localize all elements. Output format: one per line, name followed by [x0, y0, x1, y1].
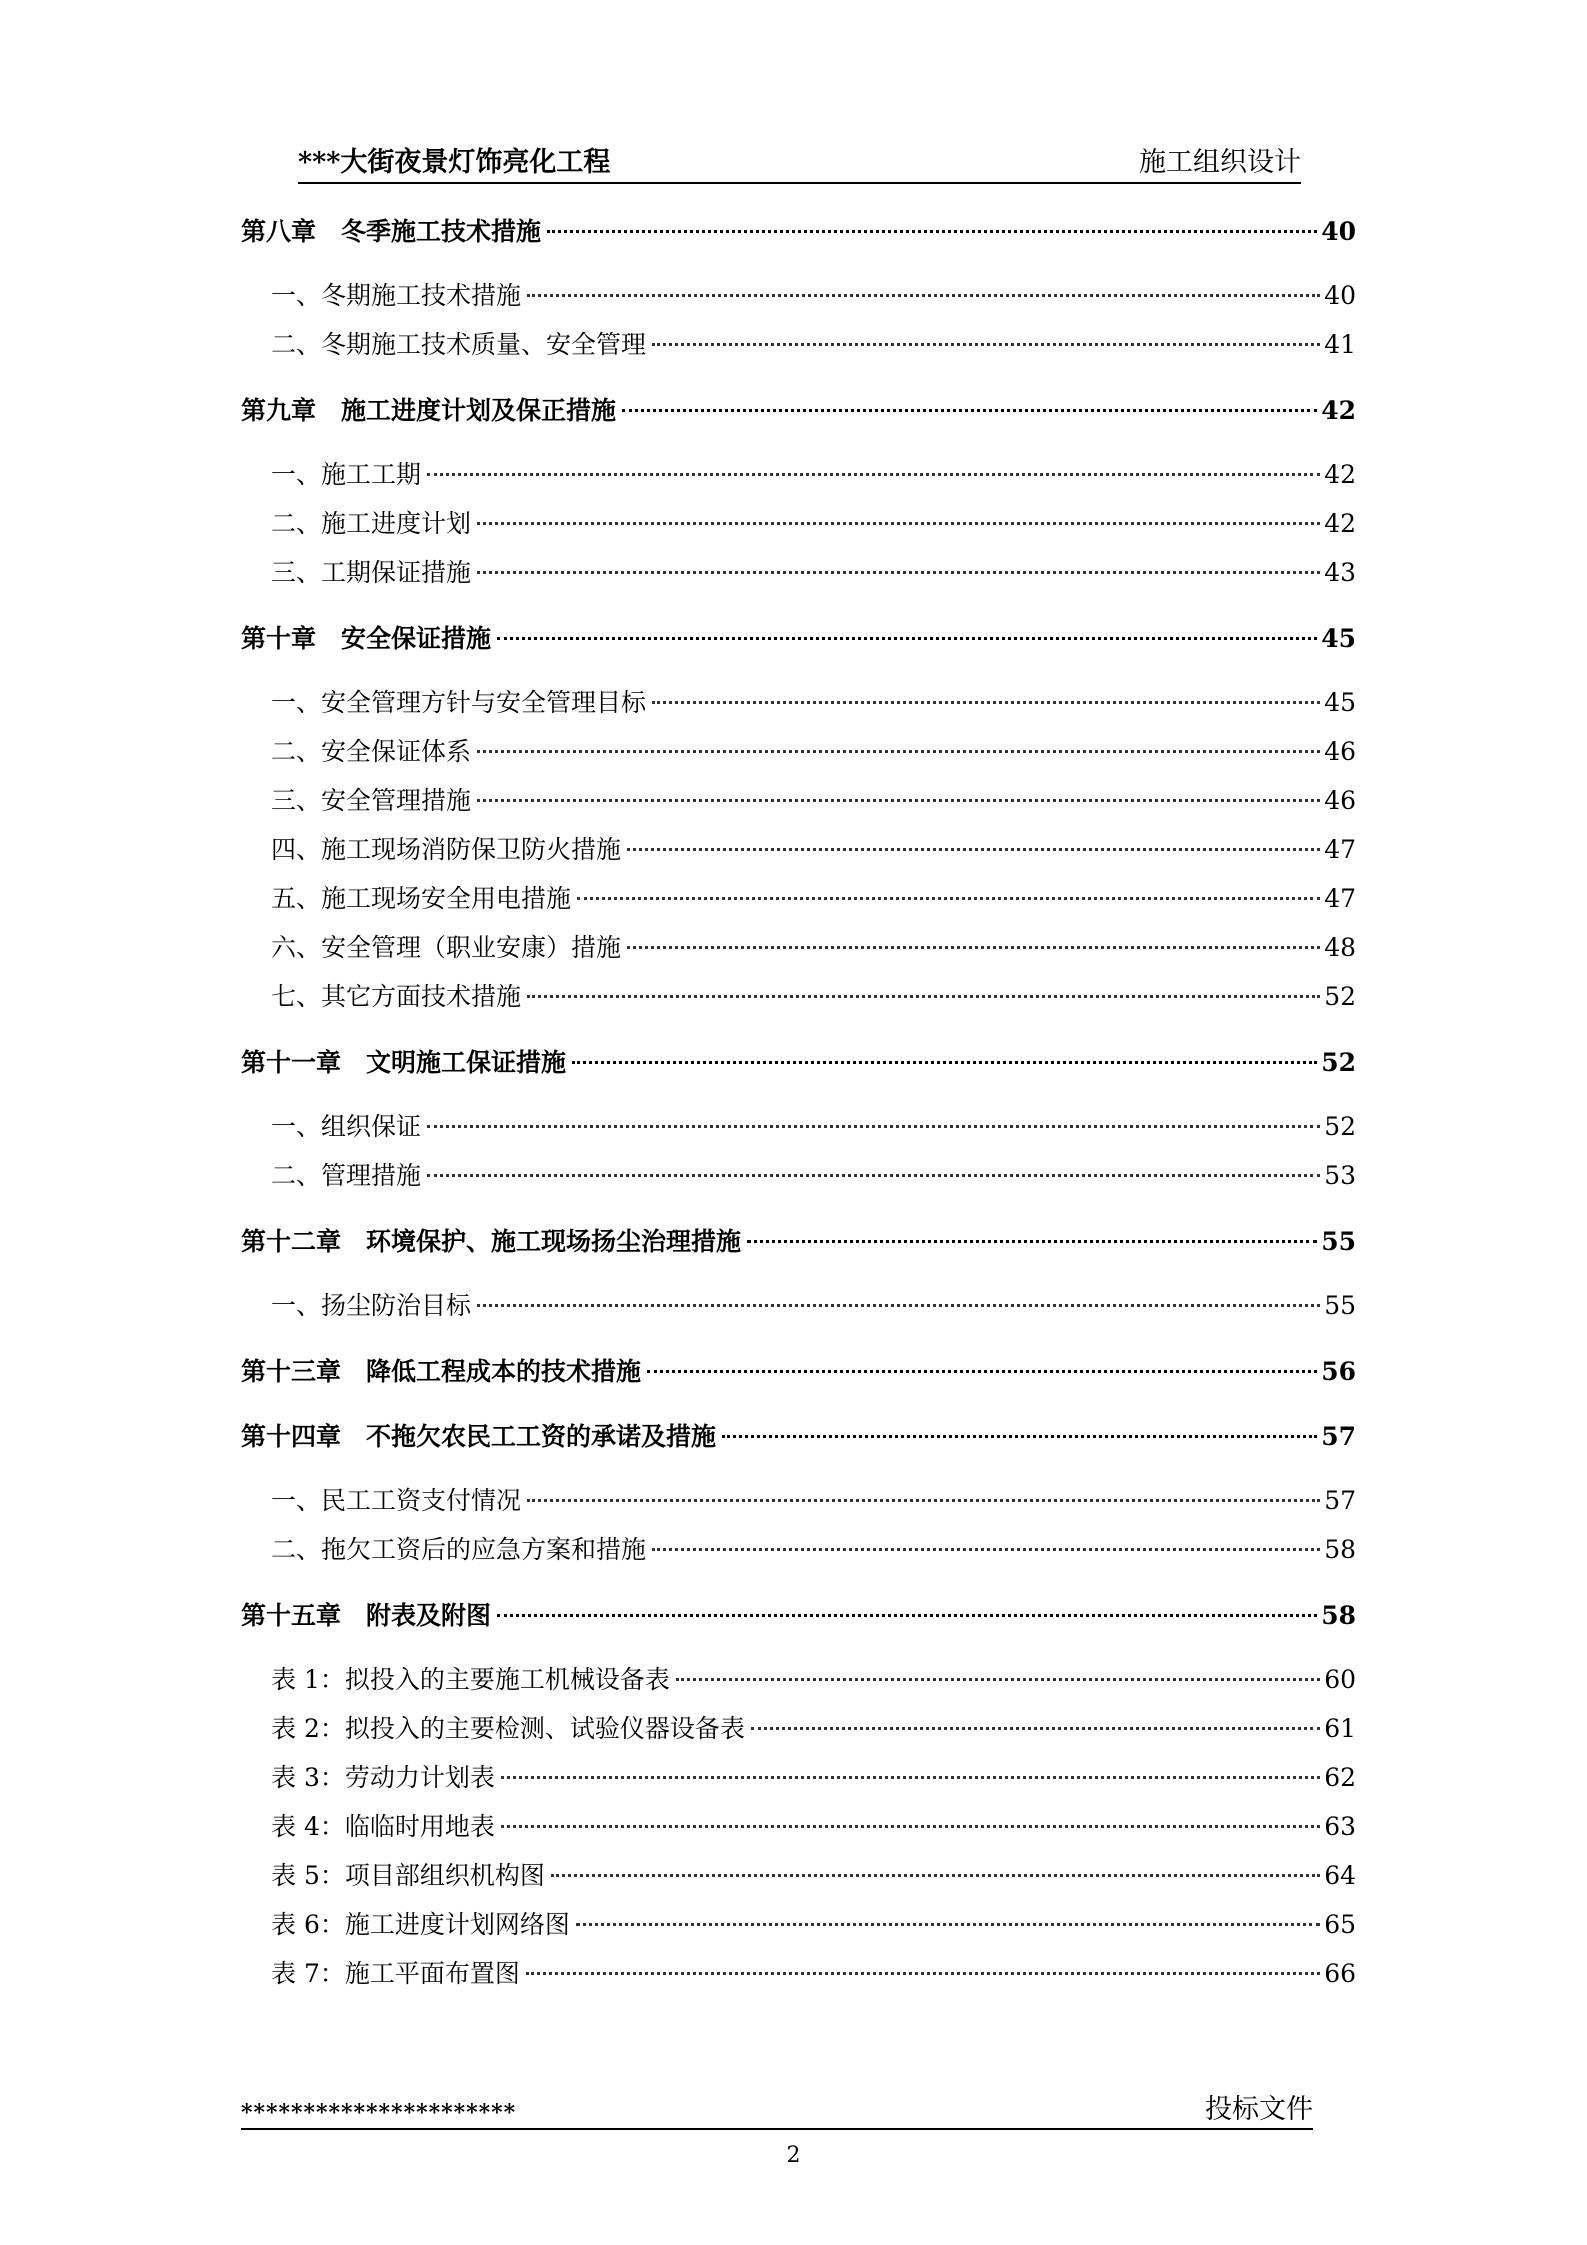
- toc-entry-page: 58: [1321, 1601, 1356, 1630]
- toc-entry-page: 40: [1324, 281, 1356, 310]
- toc-entry-page: 47: [1324, 835, 1356, 864]
- toc-section-entry: [271, 734, 1356, 770]
- toc-chapter-entry: [241, 1598, 1356, 1634]
- toc-section-entry: [271, 1109, 1356, 1145]
- header-document-type: 施工组织设计: [1139, 147, 1301, 178]
- toc-section-entry: [271, 832, 1356, 868]
- toc-entry-page: 43: [1324, 558, 1356, 587]
- toc-section-entry: [271, 1907, 1356, 1943]
- toc-section-entry: [271, 979, 1356, 1015]
- toc-dot-leader: [576, 1923, 1320, 1926]
- toc-section-entry: [271, 1956, 1356, 1992]
- toc-entry-label: 一、组织保证: [271, 1112, 422, 1141]
- toc-entry-page: 61: [1324, 1714, 1356, 1743]
- toc-dot-leader: [747, 1240, 1317, 1243]
- toc-dot-leader: [676, 1678, 1320, 1681]
- toc-dot-leader: [652, 701, 1320, 704]
- toc-dot-leader: [501, 1825, 1320, 1828]
- toc-entry-page: 42: [1321, 396, 1356, 425]
- toc-dot-leader: [477, 750, 1320, 753]
- toc-entry-page: 62: [1324, 1763, 1356, 1792]
- toc-entry-page: 55: [1321, 1227, 1356, 1256]
- toc-entry-label: 七、其它方面技术措施: [271, 982, 522, 1011]
- toc-entry-page: 45: [1324, 688, 1356, 717]
- toc-entry-label: 第十一章 文明施工保证措施: [241, 1048, 567, 1077]
- toc-section-entry: [271, 783, 1356, 819]
- toc-entry-label: 表 4：临临时用地表: [271, 1812, 495, 1841]
- toc-entry-page: 57: [1324, 1486, 1356, 1515]
- toc-entry-label: 第十五章 附表及附图: [241, 1601, 492, 1630]
- toc-dot-leader: [477, 799, 1320, 802]
- toc-entry-page: 56: [1321, 1357, 1356, 1386]
- toc-entry-label: 表 3：劳动力计划表: [271, 1763, 495, 1792]
- toc-entry-label: 二、管理措施: [271, 1161, 422, 1190]
- toc-dot-leader: [551, 1874, 1320, 1877]
- toc-entry-label: 第八章 冬季施工技术措施: [241, 217, 542, 246]
- toc-section-entry: [271, 930, 1356, 966]
- header-project-title: ***大街夜景灯饰亮化工程: [298, 147, 611, 178]
- toc-section-entry: [271, 457, 1356, 493]
- toc-entry-label: 第九章 施工进度计划及保正措施: [241, 396, 617, 425]
- toc-section-entry: [271, 881, 1356, 917]
- toc-entry-page: 64: [1324, 1861, 1356, 1890]
- toc-dot-leader: [527, 294, 1320, 297]
- toc-dot-leader: [527, 1499, 1320, 1502]
- toc-entry-label: 三、安全管理措施: [271, 786, 472, 815]
- toc-dot-leader: [427, 473, 1320, 476]
- toc-entry-label: 表 6：施工进度计划网络图: [271, 1910, 570, 1939]
- toc-entry-page: 52: [1321, 1048, 1356, 1077]
- toc-section-entry: [271, 1288, 1356, 1324]
- toc-entry-page: 52: [1324, 1112, 1356, 1141]
- toc-dot-leader: [497, 637, 1317, 640]
- toc-section-entry: [271, 278, 1356, 314]
- toc-entry-page: 41: [1324, 330, 1356, 359]
- toc-section-entry: [271, 1532, 1356, 1568]
- toc-entry-label: 一、安全管理方针与安全管理目标: [271, 688, 647, 717]
- toc-section-entry: [271, 1662, 1356, 1698]
- toc-entry-label: 第十三章 降低工程成本的技术措施: [241, 1357, 642, 1386]
- toc-dot-leader: [547, 230, 1317, 233]
- toc-entry-page: 55: [1324, 1291, 1356, 1320]
- toc-section-entry: [271, 506, 1356, 542]
- toc-dot-leader: [501, 1776, 1320, 1779]
- toc-dot-leader: [577, 897, 1320, 900]
- toc-entry-page: 47: [1324, 884, 1356, 913]
- toc-dot-leader: [427, 1174, 1320, 1177]
- toc-entry-page: 48: [1324, 933, 1356, 962]
- toc-entry-label: 三、工期保证措施: [271, 558, 472, 587]
- toc-section-entry: [271, 685, 1356, 721]
- toc-dot-leader: [477, 522, 1320, 525]
- toc-entry-page: 65: [1324, 1910, 1356, 1939]
- toc-entry-page: 42: [1324, 509, 1356, 538]
- toc-section-entry: [271, 1483, 1356, 1519]
- toc-entry-label: 二、施工进度计划: [271, 509, 472, 538]
- toc-entry-page: 40: [1321, 217, 1356, 246]
- toc-entry-page: 45: [1321, 624, 1356, 653]
- toc-section-entry: [271, 1711, 1356, 1747]
- toc-dot-leader: [627, 848, 1320, 851]
- toc-dot-leader: [572, 1061, 1317, 1064]
- toc-entry-page: 46: [1324, 786, 1356, 815]
- toc-dot-leader: [751, 1727, 1320, 1730]
- toc-entry-label: 六、安全管理（职业安康）措施: [271, 933, 622, 962]
- toc-entry-label: 四、施工现场消防保卫防火措施: [271, 835, 622, 864]
- toc-dot-leader: [722, 1435, 1317, 1438]
- toc-dot-leader: [652, 343, 1320, 346]
- toc-dot-leader: [527, 995, 1320, 998]
- toc-entry-label: 二、拖欠工资后的应急方案和措施: [271, 1535, 647, 1564]
- toc-entry-label: 表 1：拟投入的主要施工机械设备表: [271, 1665, 670, 1694]
- toc-chapter-entry: [241, 621, 1356, 657]
- toc-dot-leader: [427, 1125, 1320, 1128]
- toc-dot-leader: [647, 1370, 1317, 1373]
- toc-dot-leader: [622, 409, 1317, 412]
- toc-entry-label: 一、冬期施工技术措施: [271, 281, 522, 310]
- toc-chapter-entry: [241, 1419, 1356, 1455]
- toc-entry-page: 63: [1324, 1812, 1356, 1841]
- toc-entry-label: 表 5：项目部组织机构图: [271, 1861, 545, 1890]
- toc-entry-label: 五、施工现场安全用电措施: [271, 884, 572, 913]
- toc-entry-label: 第十四章 不拖欠农民工工资的承诺及措施: [241, 1422, 717, 1451]
- toc-entry-label: 一、扬尘防治目标: [271, 1291, 472, 1320]
- toc-entry-label: 表 7：施工平面布置图: [271, 1959, 520, 1988]
- toc-dot-leader: [652, 1548, 1320, 1551]
- toc-entry-page: 46: [1324, 737, 1356, 766]
- toc-section-entry: [271, 555, 1356, 591]
- toc-chapter-entry: [241, 1354, 1356, 1390]
- toc-chapter-entry: [241, 1224, 1356, 1260]
- toc-entry-page: 58: [1324, 1535, 1356, 1564]
- toc-entry-label: 一、施工工期: [271, 460, 422, 489]
- page-number: 2: [786, 2143, 801, 2168]
- footer-masked-text: **********************: [241, 2100, 517, 2126]
- toc-dot-leader: [497, 1614, 1317, 1617]
- toc-chapter-entry: [241, 1045, 1356, 1081]
- toc-dot-leader: [477, 571, 1320, 574]
- toc-entry-label: 第十二章 环境保护、施工现场扬尘治理措施: [241, 1227, 742, 1256]
- toc-dot-leader: [627, 946, 1320, 949]
- page-footer: [241, 2092, 1313, 2130]
- toc-entry-label: 表 2：拟投入的主要检测、试验仪器设备表: [271, 1714, 745, 1743]
- toc-entry-label: 第十章 安全保证措施: [241, 624, 492, 653]
- toc-chapter-entry: [241, 214, 1356, 250]
- toc-section-entry: [271, 327, 1356, 363]
- toc-entry-page: 42: [1324, 460, 1356, 489]
- toc-chapter-entry: [241, 393, 1356, 429]
- toc-dot-leader: [477, 1304, 1320, 1307]
- toc-entry-page: 57: [1321, 1422, 1356, 1451]
- toc-section-entry: [271, 1760, 1356, 1796]
- toc-entry-page: 53: [1324, 1161, 1356, 1190]
- toc-entry-page: 66: [1324, 1959, 1356, 1988]
- toc-entry-label: 二、安全保证体系: [271, 737, 472, 766]
- toc-entry-page: 52: [1324, 982, 1356, 1011]
- toc-entry-page: 60: [1324, 1665, 1356, 1694]
- toc-section-entry: [271, 1858, 1356, 1894]
- toc-section-entry: [271, 1809, 1356, 1845]
- toc-dot-leader: [526, 1972, 1320, 1975]
- footer-document-label: 投标文件: [1205, 2094, 1313, 2125]
- toc-entry-label: 二、冬期施工技术质量、安全管理: [271, 330, 647, 359]
- toc-entry-label: 一、民工工资支付情况: [271, 1486, 522, 1515]
- toc-section-entry: [271, 1158, 1356, 1194]
